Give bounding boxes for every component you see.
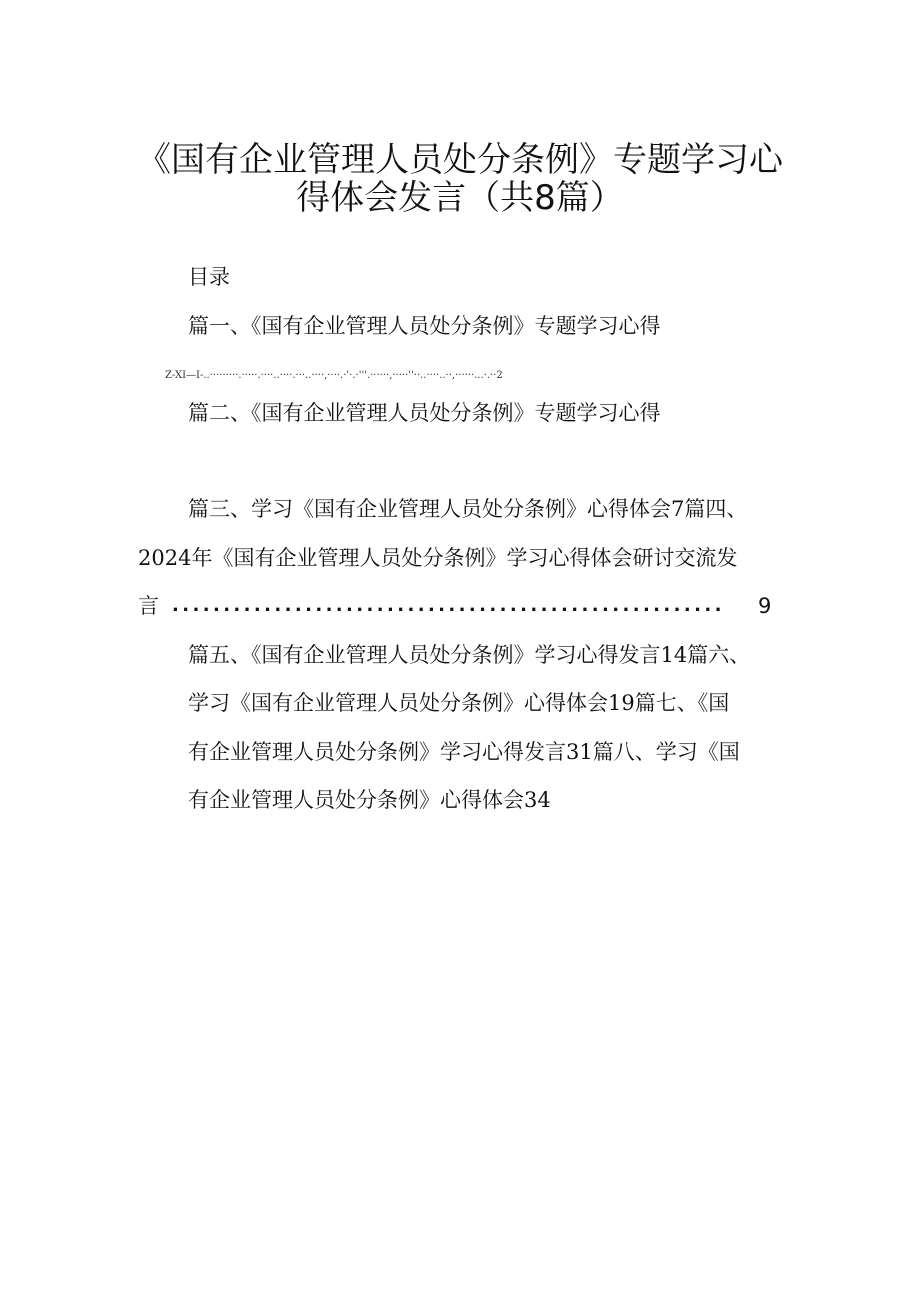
toc-entry-1[interactable]: 篇一、《国有企业管理人员处分条例》专题学习心得: [188, 314, 661, 338]
toc-entry-4-leader-row: [138, 591, 778, 621]
toc-entry-3[interactable]: 篇三、学习《国有企业管理人员处分条例》心得体会7篇四、: [188, 497, 748, 521]
toc-entry-8[interactable]: 有企业管理人员处分条例》心得体会34: [188, 788, 551, 812]
toc-entry-5[interactable]: 篇五、《国有企业管理人员处分条例》学习心得发言14篇六、: [188, 643, 751, 667]
toc-entry-4-tail: 言: [138, 594, 159, 618]
toc-entry-1-leader: Z-XI—I-..·········.·····.····..····.···..····,····.·'·.·'''.······,·····''··..····..··,······...·.··2: [165, 370, 503, 381]
toc-entry-4-page-number: 9: [758, 594, 772, 618]
toc-entry-2[interactable]: 篇二、《国有企业管理人员处分条例》专题学习心得: [188, 401, 661, 425]
document-title-line-1: 《国有企业管理人员处分条例》专题学习心: [137, 140, 783, 180]
dot-leader: ......................................................: [172, 595, 725, 616]
document-title-line-2: 得体会发言（共8篇）: [296, 178, 624, 218]
toc-heading: 目录: [188, 265, 230, 289]
toc-entry-7[interactable]: 有企业管理人员处分条例》学习心得发言31篇八、学习《国: [188, 740, 740, 764]
toc-entry-4[interactable]: 2024年《国有企业管理人员处分条例》学习心得体会研讨交流发: [138, 546, 738, 570]
toc-entry-6[interactable]: 学习《国有企业管理人员处分条例》心得体会19篇七、《国: [188, 691, 730, 715]
